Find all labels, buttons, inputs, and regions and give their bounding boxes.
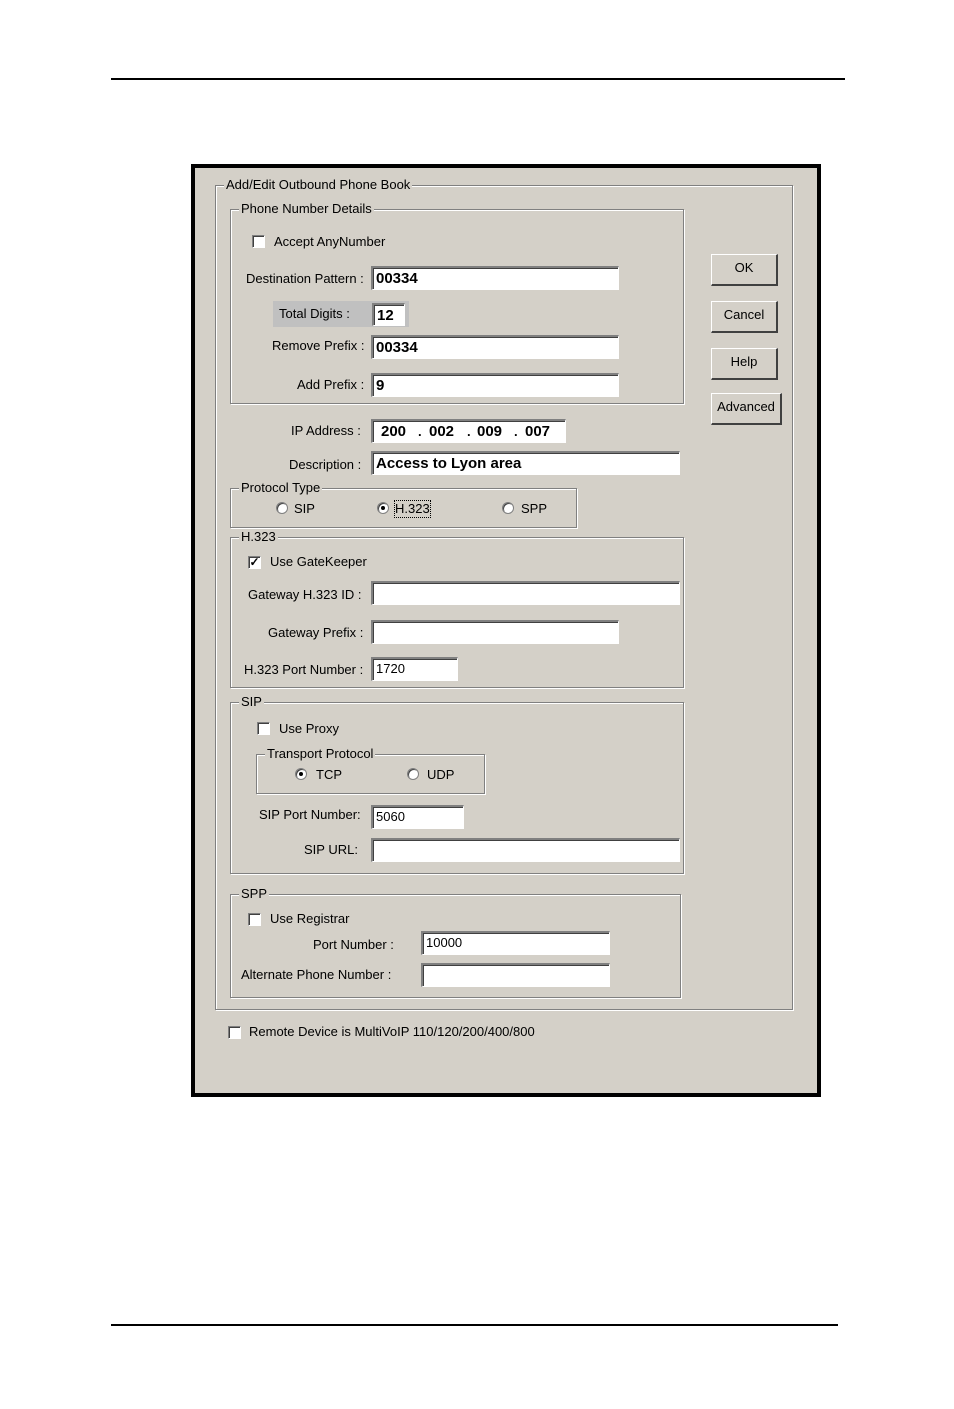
- protocol-sip-label: SIP: [294, 501, 315, 516]
- remote-device-checkbox[interactable]: [228, 1026, 241, 1039]
- spp-port-input[interactable]: 10000: [421, 931, 610, 955]
- ip-octet-4: 007: [525, 423, 551, 440]
- description-label: Description :: [289, 457, 362, 472]
- spp-port-label: Port Number :: [313, 937, 394, 952]
- transport-protocol-legend: Transport Protocol: [267, 746, 374, 761]
- ip-separator-1: .: [418, 424, 422, 439]
- destination-pattern-label: Destination Pattern :: [246, 271, 364, 286]
- protocol-type-legend: Protocol Type: [241, 480, 321, 495]
- outer-group-legend: Add/Edit Outbound Phone Book: [226, 177, 411, 192]
- footer-rule: [111, 1324, 838, 1326]
- ip-octet-2: 002: [429, 423, 455, 440]
- sip-url-input[interactable]: [371, 838, 680, 862]
- h323-port-label: H.323 Port Number :: [244, 662, 364, 677]
- cancel-button[interactable]: Cancel: [711, 301, 778, 333]
- protocol-spp-radio[interactable]: [502, 502, 514, 514]
- advanced-button[interactable]: Advanced: [711, 393, 782, 425]
- total-digits-input[interactable]: 12: [372, 303, 405, 326]
- h323-port-input[interactable]: 1720: [371, 657, 458, 681]
- use-registrar-label: Use Registrar: [270, 911, 350, 926]
- remove-prefix-input[interactable]: 00334: [371, 335, 619, 359]
- gateway-h323-id-input[interactable]: [371, 581, 680, 605]
- alternate-phone-label: Alternate Phone Number :: [241, 967, 392, 982]
- ip-separator-3: .: [514, 424, 518, 439]
- use-gatekeeper-label: Use GateKeeper: [270, 554, 367, 569]
- add-prefix-input[interactable]: 9: [371, 373, 619, 397]
- protocol-h323-radio[interactable]: [377, 502, 389, 514]
- remove-prefix-label: Remove Prefix :: [272, 338, 365, 353]
- ip-octet-3: 009: [477, 423, 503, 440]
- accept-any-number-checkbox[interactable]: [252, 235, 265, 248]
- transport-tcp-label: TCP: [316, 767, 342, 782]
- transport-udp-label: UDP: [427, 767, 455, 782]
- header-rule: [111, 78, 845, 80]
- ip-separator-2: .: [467, 424, 471, 439]
- sip-legend: SIP: [241, 694, 262, 709]
- transport-tcp-radio[interactable]: [295, 768, 307, 780]
- ip-address-input[interactable]: [371, 419, 566, 443]
- ip-address-label: IP Address :: [291, 423, 361, 438]
- ip-octet-1: 200: [381, 423, 407, 440]
- add-edit-outbound-phone-book-dialog: [191, 164, 821, 1097]
- use-gatekeeper-checkbox[interactable]: ✓: [249, 555, 260, 569]
- use-proxy-label: Use Proxy: [279, 721, 339, 736]
- accept-any-number-label: Accept AnyNumber: [274, 234, 386, 249]
- protocol-h323-label: H.323: [395, 501, 430, 516]
- transport-udp-radio[interactable]: [407, 768, 419, 780]
- gateway-prefix-label: Gateway Prefix :: [268, 625, 364, 640]
- h323-legend: H.323: [241, 529, 276, 544]
- sip-port-label: SIP Port Number:: [259, 807, 361, 822]
- spp-legend: SPP: [241, 886, 268, 901]
- use-registrar-checkbox[interactable]: [248, 913, 261, 926]
- add-prefix-label: Add Prefix :: [297, 377, 365, 392]
- use-proxy-checkbox[interactable]: [257, 722, 270, 735]
- ok-button[interactable]: OK: [711, 254, 778, 286]
- destination-pattern-input[interactable]: 00334: [371, 266, 619, 290]
- description-input[interactable]: Access to Lyon area: [371, 451, 680, 475]
- total-digits-label: Total Digits :: [279, 306, 350, 321]
- sip-port-input[interactable]: 5060: [371, 805, 464, 829]
- gateway-prefix-input[interactable]: [371, 620, 619, 644]
- protocol-spp-label: SPP: [521, 501, 548, 516]
- sip-url-label: SIP URL:: [304, 842, 358, 857]
- protocol-sip-radio[interactable]: [276, 502, 288, 514]
- help-button[interactable]: Help: [711, 348, 778, 380]
- alternate-phone-input[interactable]: [421, 963, 610, 987]
- phone-number-details-legend: Phone Number Details: [241, 201, 372, 216]
- gateway-h323-id-label: Gateway H.323 ID :: [248, 587, 362, 602]
- remote-device-label: Remote Device is MultiVoIP 110/120/200/400/800: [249, 1024, 535, 1039]
